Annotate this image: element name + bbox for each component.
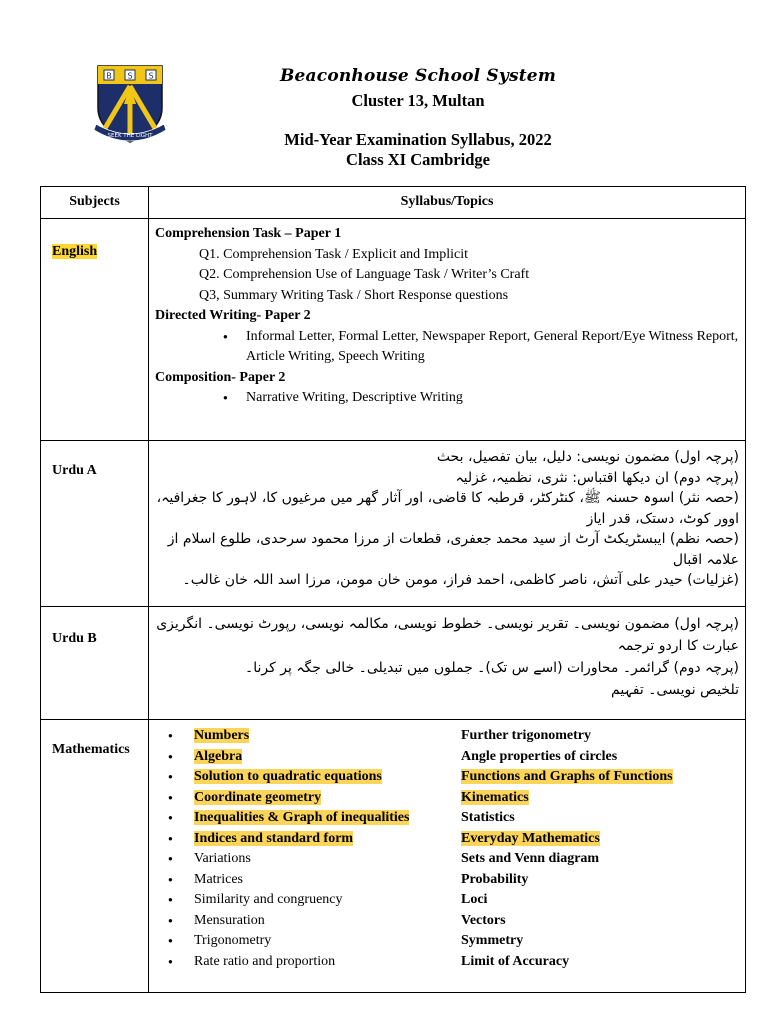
english-paper1-title: Comprehension Task – Paper 1 — [155, 226, 342, 241]
english-paper1-item: Q1. Comprehension Task / Explicit and Implicit — [199, 246, 469, 262]
math-topic-label: Vectors — [461, 912, 506, 928]
subject-mathematics: Mathematics — [41, 720, 149, 993]
math-topic-label: Variations — [194, 851, 251, 866]
math-topic-item — [149, 952, 461, 973]
subject-english — [41, 219, 149, 441]
math-topic-label: Rate ratio and proportion — [194, 953, 336, 969]
math-topic-item — [461, 911, 739, 932]
math-topic-label: Solution to quadratic equations — [194, 769, 382, 784]
math-topic-label: Inequalities & Graph of inequalities — [194, 810, 410, 825]
urdu-a-row — [41, 441, 746, 607]
subject-urdu-a: Urdu A — [41, 441, 149, 607]
mathematics-topics — [149, 720, 746, 993]
math-topic-item — [149, 726, 461, 747]
english-composition-title: Composition- Paper 2 — [155, 369, 286, 385]
math-topic-item — [461, 931, 739, 952]
math-topic-label: Indices and standard form — [194, 830, 354, 846]
math-topic-item — [149, 808, 461, 829]
english-paper1-item: Q3, Summary Writing Task / Short Response questions — [199, 287, 509, 303]
table-header-row — [41, 187, 746, 219]
math-topic-label: Angle properties of circles — [461, 748, 618, 764]
math-topic-label: Numbers — [194, 728, 250, 743]
class-title: Class XI Cambridge — [346, 150, 490, 169]
math-topic-label: Kinematics — [461, 789, 529, 805]
urdu-b-line: تلخیص نویسی۔ تفہیم — [611, 682, 739, 698]
urdu-b-topics — [149, 607, 746, 720]
math-topic-item — [149, 911, 461, 932]
exam-title: Mid-Year Examination Syllabus, 2022 — [284, 130, 552, 149]
urdu-a-topics — [149, 441, 746, 607]
crest-letter-3: S — [148, 71, 154, 81]
math-topic-label: Everyday Mathematics — [461, 830, 600, 846]
math-topic-label: Statistics — [461, 810, 515, 825]
english-paper2-title: Directed Writing- Paper 2 — [155, 308, 311, 323]
math-topic-item — [461, 829, 739, 850]
urdu-b-line: (پرچہ دوم) گرائمر۔ محاورات (اسے س تک)۔ جملوں میں تبدیلی۔ خالی جگہ پر کرنا۔ — [245, 660, 739, 676]
english-paper2-item: ● Informal Letter, Formal Letter, Newspaper Report, General Report/Eye Witness Report, Article Writing, Speech Writing — [155, 327, 739, 368]
cluster-title: Cluster 13, Multan — [351, 91, 485, 110]
math-topic-item — [149, 767, 461, 788]
math-topic-item — [461, 952, 739, 973]
crest-motto: SEEK THE LIGHT — [107, 133, 153, 139]
math-topic-label: Similarity and congruency — [194, 892, 343, 907]
urdu-a-line: (حصہ نثر) اسوہ حسنہ ﷺ، کنٹرکٹر، قرطبہ کا قاضی، اور آثار گھر میں مرغیوں کا، لاہور کا جغرافیہ، اوور کوٹ، دستک، قدر ایاز — [156, 490, 739, 527]
english-row — [41, 219, 746, 441]
math-topic-label: Limit of Accuracy — [461, 953, 570, 969]
math-topic-label: Further trigonometry — [461, 728, 591, 743]
school-name: Beaconhouse School System — [279, 66, 557, 86]
urdu-a-line: (حصہ نظم) ایبسٹریکٹ آرٹ از سید محمد جعفری، قطعات از مرزا محمود سرحدی، طلوع اسلام از علامہ اقبال — [167, 531, 739, 568]
english-topics — [149, 219, 746, 441]
math-topic-label: Sets and Venn diagram — [461, 851, 600, 866]
math-topic-item — [461, 788, 739, 809]
math-topic-item — [461, 808, 739, 829]
math-topic-label: Trigonometry — [194, 933, 272, 948]
math-topic-label: Coordinate geometry — [194, 789, 322, 805]
math-topic-label: Probability — [461, 871, 529, 887]
math-right-column — [461, 726, 739, 972]
math-topic-item — [149, 829, 461, 850]
subject-english-label: English — [52, 244, 98, 259]
math-topic-item — [149, 849, 461, 870]
crest-letter-2: S — [127, 71, 133, 81]
math-topic-item — [461, 870, 739, 891]
english-paper1-item: Q2. Comprehension Use of Language Task / Writer’s Craft — [199, 267, 530, 282]
math-topic-item — [149, 931, 461, 952]
urdu-a-line: (غزلیات) حیدر علی آتش، ناصر کاظمی، احمد فراز، مومن خان مومن، مرزا اسد اللہ خان غالب۔ — [182, 572, 739, 588]
math-topic-item — [461, 890, 739, 911]
math-topic-item — [461, 849, 739, 870]
math-topic-label: Algebra — [194, 748, 243, 764]
syllabus-table — [40, 186, 746, 993]
math-topic-item — [149, 890, 461, 911]
math-topic-item — [461, 747, 739, 768]
math-topic-item — [461, 767, 739, 788]
math-topic-item — [461, 726, 739, 747]
header-topics: Syllabus/Topics — [149, 187, 746, 219]
crest-letter-1: B — [106, 71, 112, 81]
math-topic-label: Mensuration — [194, 912, 265, 928]
math-topic-label: Loci — [461, 892, 488, 907]
math-topic-label: Symmetry — [461, 933, 524, 948]
math-topic-label: Functions and Graphs of Functions — [461, 769, 673, 784]
subject-urdu-b: Urdu B — [41, 607, 149, 720]
header-subjects: Subjects — [41, 187, 149, 219]
english-composition-item: ● Narrative Writing, Descriptive Writing — [155, 388, 739, 409]
urdu-b-row — [41, 607, 746, 720]
math-topic-item — [149, 788, 461, 809]
mathematics-row — [41, 720, 746, 993]
math-left-column — [149, 726, 461, 972]
math-topic-item — [149, 747, 461, 768]
math-topic-label: Matrices — [194, 871, 243, 887]
urdu-a-line: (پرچہ اول) مضمون نویسی: دلیل، بیان تفصیل، بحث — [436, 449, 739, 465]
math-topic-item — [149, 870, 461, 891]
urdu-b-line: (پرچہ اول) مضمون نویسی۔ تقریر نویسی۔ خطوط نویسی، مکالمہ نویسی، رپورٹ نویسی۔ انگریزی عبارت کا اردو ترجمہ — [156, 616, 739, 654]
urdu-a-line: (پرچہ دوم) ان دیکھا اقتباس: نثری، نظمیہ، غزلیہ — [455, 469, 739, 486]
